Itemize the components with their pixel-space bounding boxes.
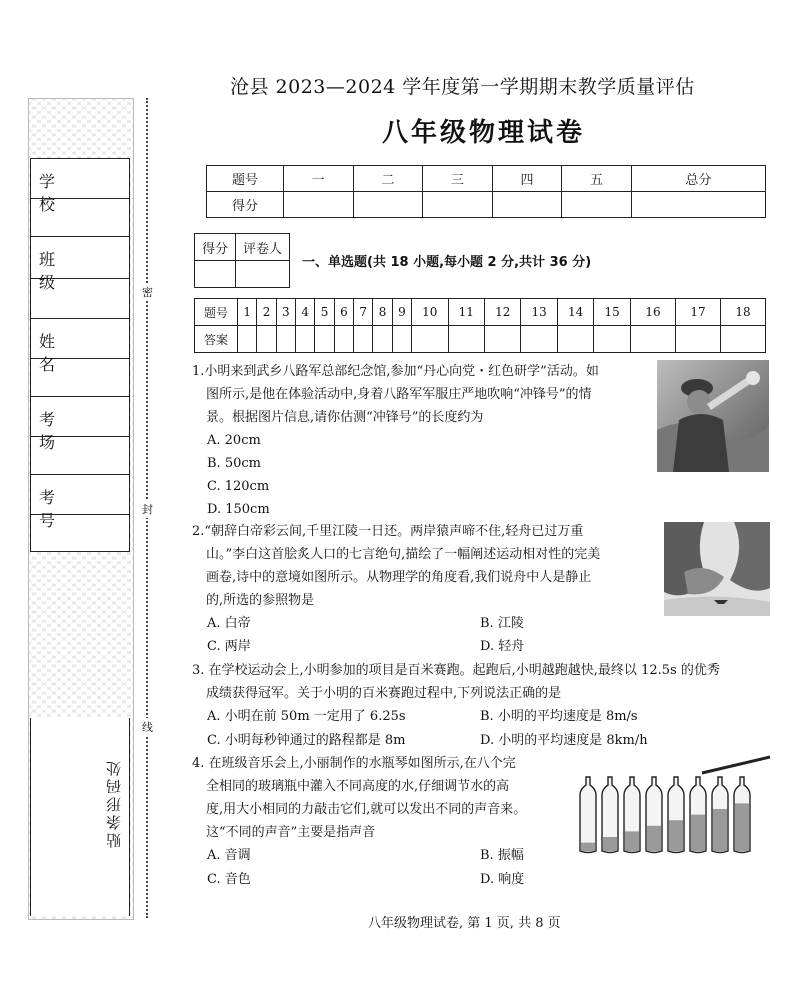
- answer-cell[interactable]: [412, 326, 448, 353]
- answer-cell[interactable]: [392, 326, 411, 353]
- answer-table-number: 5: [315, 299, 334, 326]
- answer-table-number: 10: [412, 299, 448, 326]
- score-col-3: 三: [423, 166, 493, 192]
- bottle-4: [646, 777, 662, 853]
- section-one-title: 一、单选题(共 18 小题,每小题 2 分,共计 36 分): [302, 255, 592, 270]
- answer-cell[interactable]: [721, 326, 766, 353]
- question-4-option-d[interactable]: D. 响度: [480, 872, 525, 887]
- question-1-option-c[interactable]: C. 120cm: [207, 479, 270, 494]
- water-level: [713, 809, 727, 851]
- class-label: 班级: [39, 250, 102, 292]
- barcode-label: 贴条形码处: [105, 758, 123, 848]
- question-1-option-d[interactable]: D. 150cm: [207, 502, 270, 517]
- question-4-line: 4. 在班级音乐会上,小丽制作的水瓶琴如图所示,在八个完: [192, 756, 516, 771]
- question-4-option-c[interactable]: C. 音色: [207, 872, 251, 887]
- question-1: [192, 360, 599, 429]
- answer-cell[interactable]: [485, 326, 521, 353]
- question-2-line: 的,所选的参照物是: [206, 593, 315, 608]
- answer-table-number: 3: [276, 299, 295, 326]
- grader-name-label: 评卷人: [236, 234, 290, 261]
- school-label-row: [31, 159, 129, 214]
- question-3-option-a[interactable]: A. 小明在前 50m 一定用了 6.25s: [207, 709, 406, 724]
- question-1-option-b[interactable]: B. 50cm: [207, 456, 261, 471]
- answer-table-number: 4: [296, 299, 315, 326]
- answer-table-number: 6: [334, 299, 353, 326]
- answer-table-number: 7: [354, 299, 373, 326]
- question-2-line: 山。”李白这首脍炙人口的七言绝句,描绘了一幅阐述运动相对性的完美: [206, 547, 601, 562]
- question-3-option-b[interactable]: B. 小明的平均速度是 8m/s: [480, 709, 638, 724]
- question-4-option-a[interactable]: A. 音调: [207, 848, 251, 863]
- name-label: 姓名: [39, 332, 102, 374]
- score-col-2: 二: [353, 166, 423, 192]
- answer-table-number: 16: [631, 299, 676, 326]
- water-level: [735, 803, 749, 851]
- grader-score-cell[interactable]: [195, 261, 236, 288]
- question-4-line: 这“不同的声音”主要是指声音: [206, 825, 376, 840]
- answer-table-number: 1: [238, 299, 257, 326]
- answer-table: [194, 298, 766, 353]
- score-table-row-label: 得分: [207, 192, 284, 218]
- grader-name-cell[interactable]: [236, 261, 290, 288]
- paper-title: 八年级物理试卷: [382, 118, 586, 148]
- answer-cell[interactable]: [594, 326, 631, 353]
- answer-table-number: 14: [557, 299, 593, 326]
- answer-cell[interactable]: [276, 326, 295, 353]
- score-cell[interactable]: [284, 192, 354, 218]
- answer-table-answer-label: 答案: [195, 326, 238, 353]
- score-col-5: 五: [562, 166, 632, 192]
- question-2-option-b[interactable]: B. 江陵: [480, 616, 524, 631]
- score-col-1: 一: [284, 166, 354, 192]
- barcode-area: [30, 718, 130, 916]
- question-4-line: 全相同的玻璃瓶中灌入不同高度的水,仔细调节水的高: [206, 779, 510, 794]
- score-cell[interactable]: [423, 192, 493, 218]
- page-footer: 八年级物理试卷, 第 1 页, 共 8 页: [368, 916, 561, 931]
- answer-cell[interactable]: [354, 326, 373, 353]
- answer-table-number: 8: [373, 299, 392, 326]
- answer-cell[interactable]: [557, 326, 593, 353]
- water-level: [581, 843, 595, 851]
- exam-number-label-row: [31, 475, 129, 530]
- question-2-option-a[interactable]: A. 白帝: [207, 616, 251, 631]
- score-cell[interactable]: [562, 192, 632, 218]
- exam-room-label: 考场: [39, 410, 102, 452]
- mallet-icon: [702, 757, 770, 773]
- seal-char-xian: 线: [142, 718, 153, 736]
- score-col-4: 四: [492, 166, 562, 192]
- school-input-field[interactable]: [31, 199, 129, 237]
- water-level: [603, 837, 617, 851]
- question-3-line: 3. 在学校运动会上,小明参加的项目是百米赛跑。起跑后,小明越跑越快,最终以 12.5s 的优秀: [192, 663, 720, 678]
- school-label: 学校: [39, 172, 102, 214]
- answer-table-number: 11: [448, 299, 484, 326]
- score-table-header-label: 题号: [207, 166, 284, 192]
- answer-table-number: 12: [485, 299, 521, 326]
- bottle-2: [602, 777, 618, 853]
- answer-cell[interactable]: [334, 326, 353, 353]
- name-label-row: [31, 319, 129, 374]
- question-2-option-d[interactable]: D. 轻舟: [480, 639, 525, 654]
- answer-table-number: 9: [392, 299, 411, 326]
- answer-table-number: 18: [721, 299, 766, 326]
- score-cell[interactable]: [492, 192, 562, 218]
- answer-cell[interactable]: [296, 326, 315, 353]
- question-4: [192, 752, 526, 844]
- question-2-option-c[interactable]: C. 两岸: [207, 639, 251, 654]
- question-3-line: 成绩获得冠军。关于小明的百米赛跑过程中,下列说法正确的是: [206, 686, 562, 701]
- exam-number-input-field[interactable]: [31, 515, 129, 551]
- river-boat-painting: [664, 522, 770, 616]
- question-2: [192, 520, 600, 612]
- exam-room-label-row: [31, 397, 129, 452]
- water-bottle-xylophone-figure: [574, 755, 774, 855]
- answer-cell[interactable]: [448, 326, 484, 353]
- score-cell[interactable]: [353, 192, 423, 218]
- question-2-line: 画卷,诗中的意境如图所示。从物理学的角度看,我们说舟中人是静止: [206, 570, 592, 585]
- student-info-box: [30, 158, 130, 552]
- question-4-line: 度,用大小相同的力敲击它们,就可以发出不同的声音来。: [206, 802, 527, 817]
- question-1-line: 1.小明来到武乡八路军总部纪念馆,参加“丹心向党・红色研学”活动。如: [192, 364, 599, 379]
- answer-cell[interactable]: [315, 326, 334, 353]
- bottle-1: [580, 777, 596, 853]
- question-1-line: 景。根据图片信息,请你估测“冲锋号”的长度约为: [206, 410, 484, 425]
- answer-table-number: 2: [257, 299, 276, 326]
- class-input-field[interactable]: [31, 279, 129, 319]
- question-2-line: 2.“朝辞白帝彩云间,千里江陵一日还。两岸猿声啼不住,轻舟已过万重: [192, 524, 584, 539]
- score-table: [206, 165, 766, 218]
- answer-cell[interactable]: [521, 326, 557, 353]
- answer-cell[interactable]: [373, 326, 392, 353]
- water-level: [647, 826, 661, 851]
- bottle-3: [624, 777, 640, 853]
- exam-number-label: 考号: [39, 488, 102, 530]
- answer-table-number: 17: [676, 299, 721, 326]
- seal-char-mi: 密: [142, 283, 153, 301]
- grader-box: [194, 233, 290, 288]
- question-1-line: 图所示,是他在体验活动中,身着八路军军服庄严地吹响“冲锋号”的情: [206, 387, 592, 402]
- answer-cell[interactable]: [238, 326, 257, 353]
- water-level: [691, 815, 705, 851]
- answer-cell[interactable]: [257, 326, 276, 353]
- water-level: [669, 820, 683, 851]
- class-label-row: [31, 237, 129, 292]
- water-level: [625, 831, 639, 851]
- bottle-5: [668, 777, 684, 853]
- exam-room-input-field[interactable]: [31, 437, 129, 475]
- answer-cell[interactable]: [676, 326, 721, 353]
- question-3: [192, 659, 720, 705]
- answer-table-number: 15: [594, 299, 631, 326]
- bottle-8: [734, 777, 750, 853]
- answer-table-number-label: 题号: [195, 299, 238, 326]
- question-1-option-a[interactable]: A. 20cm: [207, 433, 261, 448]
- score-col-total: 总分: [631, 166, 765, 192]
- bugler-photo: [657, 360, 769, 472]
- answer-table-number: 13: [521, 299, 557, 326]
- exam-title: 沧县 2023—2024 学年度第一学期期末教学质量评估: [230, 76, 695, 98]
- answer-cell[interactable]: [631, 326, 676, 353]
- score-cell[interactable]: [631, 192, 765, 218]
- name-input-field[interactable]: [31, 359, 129, 397]
- question-3-option-c[interactable]: C. 小明每秒钟通过的路程都是 8m: [207, 733, 406, 748]
- bottle-6: [690, 777, 706, 853]
- question-3-option-d[interactable]: D. 小明的平均速度是 8km/h: [480, 733, 648, 748]
- bottle-7: [712, 777, 728, 853]
- grader-score-label: 得分: [195, 234, 236, 261]
- question-4-option-b[interactable]: B. 振幅: [480, 848, 524, 863]
- seal-char-feng: 封: [142, 500, 153, 518]
